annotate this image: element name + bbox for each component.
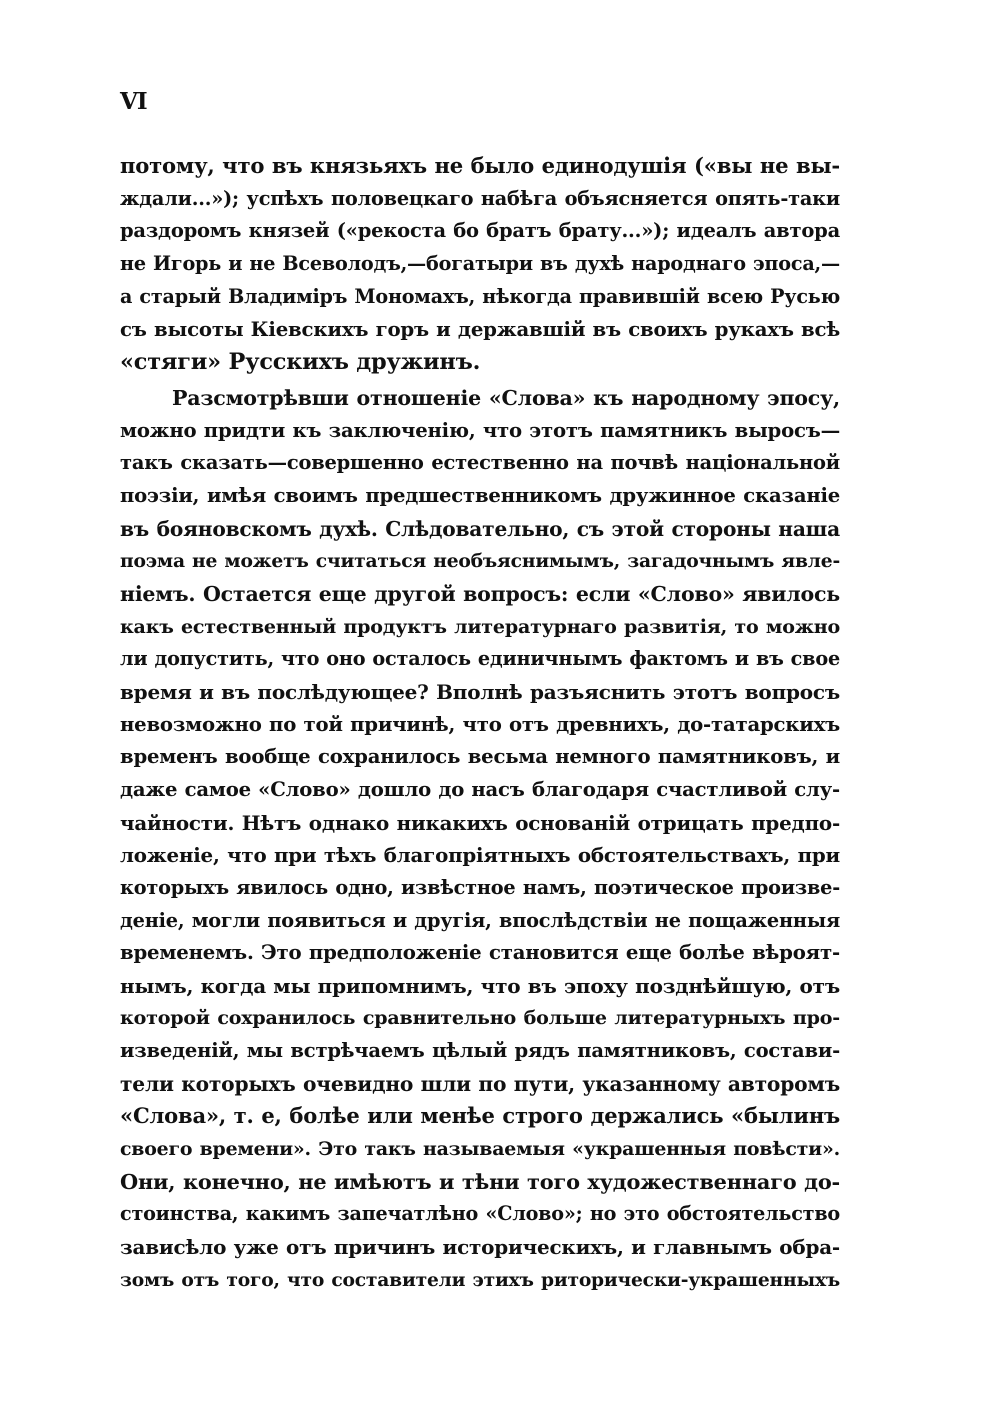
- text-line: тели которыхъ очевидно шли по пути, указанному авторомъ: [120, 1071, 840, 1096]
- book-page: [120, 0, 840, 1418]
- text-line: «Слова», т. е, болѣе или менѣе строго держались «былинъ: [120, 1103, 840, 1129]
- text-line: невозможно по той причинѣ, что отъ древнихъ, до-татарскихъ: [120, 712, 840, 736]
- paragraph-2: [120, 382, 840, 1296]
- text-line: нымъ, когда мы припомнимъ, что въ эпоху позднѣйшую, отъ: [120, 973, 840, 998]
- text-line: своего времени». Это такъ называемыя «украшенныя повѣсти».: [120, 1138, 840, 1161]
- text-line: «стяги» Русскихъ дружинъ.: [120, 348, 481, 375]
- text-line: въ бояновскомъ духѣ. Слѣдовательно, съ этой стороны наша: [120, 516, 840, 541]
- text-line: изведеній, мы встрѣчаемъ цѣлый рядъ памятниковъ, состави-: [120, 1039, 840, 1063]
- text-line: время и въ послѣдующее? Вполнѣ разъяснить этотъ вопросъ: [120, 679, 840, 704]
- text-line: которой сохранилось сравнительно больше литературныхъ про-: [120, 1007, 840, 1030]
- text-line: стоинства, какимъ запечатлѣно «Слово»; но это обстоятельство: [120, 1202, 840, 1226]
- text-line: временъ вообще сохранилось весьма немного памятниковъ, и: [120, 745, 840, 769]
- text-line: поэма не можетъ считаться необъяснимымъ, загадочнымъ явле-: [120, 550, 840, 573]
- text-line: ніемъ. Остается еще другой вопросъ: если «Слово» явилось: [120, 581, 840, 606]
- text-line: Они, конечно, не имѣютъ и тѣни того художественнаго до-: [120, 1168, 840, 1194]
- text-line: а старый Владиміръ Мономахъ, нѣкогда правившій всею Русью: [120, 284, 840, 308]
- page-number: VI: [120, 88, 147, 115]
- text-line: деніе, могли появиться и другія, впослѣдствіи не пощаженныя: [120, 908, 840, 932]
- text-line: можно придти къ заключенію, что этотъ памятникъ выросъ—: [120, 418, 840, 442]
- text-line: потому, что въ князьяхъ не было единодушія («вы не вы-: [120, 153, 840, 178]
- text-line: ли допустить, что оно осталось единичнымъ фактомъ и въ свое: [120, 647, 840, 671]
- text-line: такъ сказать—совершенно естественно на почвѣ національной: [120, 451, 840, 475]
- text-line: ложеніе, что при тѣхъ благопріятныхъ обстоятельствахъ, при: [120, 843, 840, 868]
- text-line: даже самое «Слово» дошло до насъ благодаря счастливой слу-: [120, 777, 840, 801]
- text-line: раздоромъ князей («рекоста бо братъ брату...»); идеалъ автора: [120, 219, 840, 243]
- text-line: Разсмотрѣвши отношеніе «Слова» къ народному эпосу,: [172, 386, 840, 410]
- text-line: поэзіи, имѣя своимъ предшественникомъ дружинное сказаніе: [120, 483, 840, 507]
- text-line: временемъ. Это предположеніе становится еще болѣе вѣроят-: [120, 941, 840, 965]
- text-line: которыхъ явилось одно, извѣстное намъ, поэтическое произве-: [120, 875, 840, 899]
- text-line: какъ естественный продуктъ литературнаго развитія, то можно: [120, 615, 840, 638]
- text-line: чайности. Нѣтъ однако никакихъ основаній отрицать предпо-: [120, 810, 840, 835]
- text-line: зомъ отъ того, что составители этихъ риторически-украшенныхъ: [120, 1268, 840, 1291]
- text-line: ждали...»); успѣхъ половецкаго набѣга объясняется опять-таки: [120, 186, 840, 210]
- text-line: съ высоты Кіевскихъ горъ и державшій въ своихъ рукахъ всѣ: [120, 317, 840, 342]
- text-line: не Игорь и не Всеволодъ,—богатыри въ духѣ народнаго эпоса,—: [120, 251, 840, 275]
- text-line: зависѣло уже отъ причинъ историческихъ, и главнымъ обра-: [120, 1235, 840, 1260]
- paragraph-1: [120, 150, 840, 379]
